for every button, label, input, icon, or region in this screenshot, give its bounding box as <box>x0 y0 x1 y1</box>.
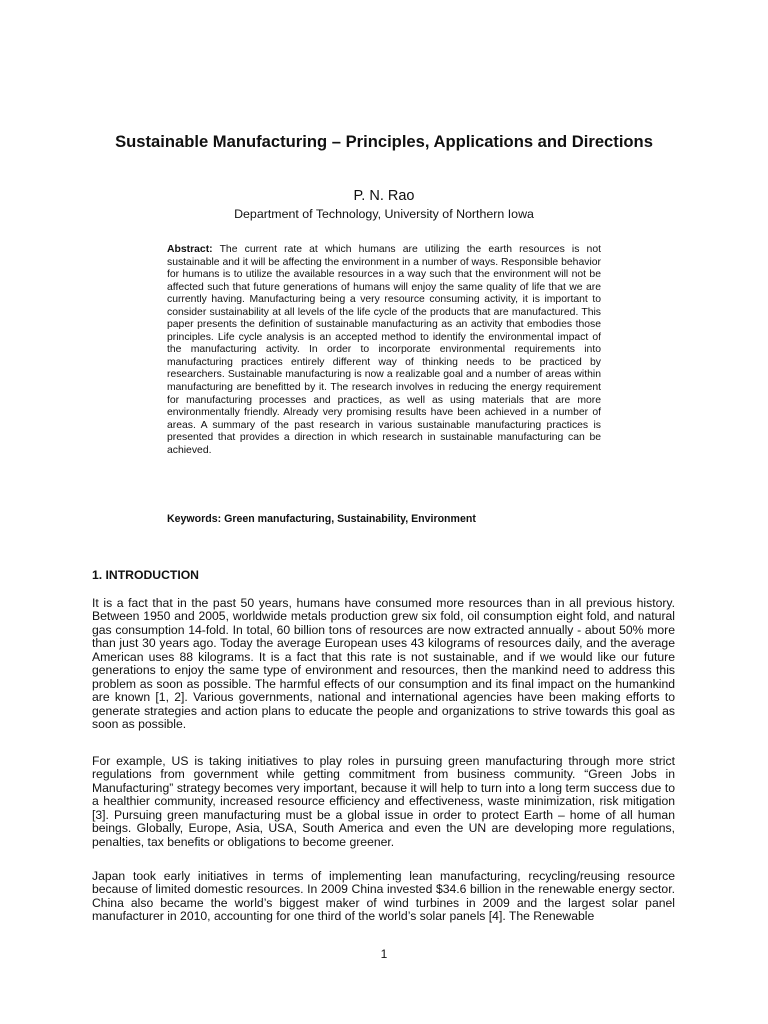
author-name: P. N. Rao <box>353 188 415 204</box>
abstract-label: Abstract: <box>167 244 213 255</box>
paper-title: Sustainable Manufacturing – Principles, Applications and Directions <box>115 132 653 152</box>
author-affiliation: Department of Technology, University of Northern Iowa <box>234 207 534 221</box>
body-paragraph: It is a fact that in the past 50 years, humans have consumed more resources than in all previous history. Between 1950 and 2005, worldwide metals production grew six fold, oil consumption eight fold, and natural gas consumption 14-fold. In total, 60 billion tons of resources are now extracted annually - about 50% more than just 30 years ago. Today the average European uses 43 kilograms of resources daily, and the average American uses 88 kilograms. It is a fact that this rate is not sustainable, and if we would like our future generations to enjoy the same type of environment and resources, then the mankind need to address this problem as soon as possible. The harmful effects of our consumption and its final impact on the humankind are known [1, 2]. Various governments, national and international agencies have been making efforts to generate strategies and action plans to educate the people and organizations to strive towards this goal as soon as possible. <box>92 596 675 732</box>
section-heading-introduction: 1. INTRODUCTION <box>92 568 199 582</box>
keywords: Keywords: Green manufacturing, Sustainability, Environment <box>167 513 476 525</box>
abstract-text: The current rate at which humans are utilizing the earth resources is not sustainable and it will be affecting the environment in a number of ways. Responsible behavior for humans is to utilize the available resources in a way such that the environment will not be affected such that future generations of humans will enjoy the same quality of life that we are currently having. Manufacturing being a very resource consuming activity, it is important to consider sustainability at all levels of the life cycle of the products that are manufactured. This paper presents the definition of sustainable manufacturing as an activity that embodies those principles. Life cycle analysis is an accepted method to identify the environmental impact of the manufacturing activity. In order to incorporate environmental requirements into manufacturing practices entirely different way of thinking needs to be practiced by researchers. Sustainable manufacturing is now a realizable goal and a number of areas within manufacturing are benefitted by it. The research involves in reducing the energy requirement for manufacturing processes and practices, as well as using materials that are more environmentally friendly. Already very promising results have been achieved in a number of areas. A summary of the past research in various sustainable manufacturing practices is presented that provides a direction in which research in sustainable manufacturing can be achieved. <box>167 244 601 456</box>
body-paragraph: Japan took early initiatives in terms of implementing lean manufacturing, recycling/reusing resource because of limited domestic resources. In 2009 China invested $34.6 billion in the renewable energy sector. China also became the world’s biggest maker of wind turbines in 2009 and the largest solar panel manufacturer in 2010, accounting for one third of the world’s solar panels [4]. The Renewable <box>92 869 675 924</box>
abstract <box>167 244 601 457</box>
page-number: 1 <box>380 947 388 961</box>
body-paragraph: For example, US is taking initiatives to play roles in pursuing green manufacturing through more strict regulations from government while getting commitment from business community. “Green Jobs in Manufacturing” strategy becomes very important, because it will help to turn into a long term success due to a healthier community, increased resource efficiency and effectiveness, waste minimization, risk mitigation [3]. Pursuing green manufacturing must be a global issue in order to protect Earth – home of all human beings. Globally, Europe, Asia, USA, South America and even the UN are developing more regulations, penalties, tax benefits or obligations to become greener. <box>92 754 675 849</box>
